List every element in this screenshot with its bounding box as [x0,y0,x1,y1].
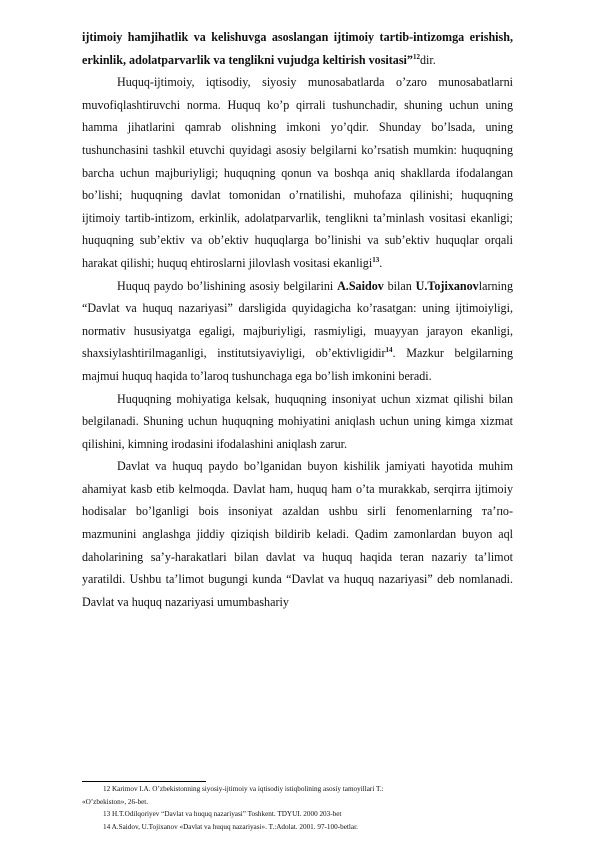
paragraph-3 [82,275,513,388]
paragraph-4: Huquqning mohiyatiga kelsak, huquqning insoniyat uchun xizmat qilishi bilan belgilanadi. Shuning uchun huquqning mohiyatini aniqlash uchun uning kimga xizmat qilishini, kimning irodasini ifodalashini aniqlash zarur. [82,391,513,451]
paragraph-3-part3: larning “Davlat va huquq nazariyasi” darsligida quyidagicha ko’rasatgan: uning ijtimoiyligi, normativ hususiyatga egaligi, majburiyligi, rasmiyligi, muayyan jarayon ekanligi, shaxsiylashtirilmaganligi, institutsiyaviyligi, ob’ektivligidir [82,278,513,361]
paragraph-3-part2: bilan [383,278,416,293]
footnote-ref-13[interactable]: 13 [372,255,380,264]
footnote-ref-12[interactable]: 12 [412,52,420,61]
paragraph-1-tail: dir. [419,52,436,67]
paragraph-1 [82,26,513,71]
footnote-13: 13 H.T.Odilqoriyev “Davlat va huquq nazariyasi” Toshkent. TDYUI. 2000 203-bet [103,810,342,819]
footnote-14: 14 A.Saidov, U.Tojixanov «Davlat va huquq nazariyasi». T.:Adolat. 2001. 97-100-betlar. [103,822,358,831]
paragraph-2-tail: . [379,255,383,270]
footnote-separator [82,781,206,782]
paragraph-2 [82,71,513,274]
footnotes [82,783,513,833]
footnote-12-line-1: 12 Karimov I.A. O’zbekistonning siyosiy-ijtimoiy va iqtisodiy istiqbolining asosiy tamoyillari T.: [103,785,384,793]
footnote-ref-14[interactable]: 14 [385,346,393,355]
paragraph-3-part1: Huquq paydo bo’lishining asosiy belgilarini [117,278,338,293]
paragraph-2-text: Huquq-ijtimoiy, iqtisodiy, siyosiy munosabatlarda o’zaro munosabatlarni muvofiqlashtiruvchi norma. Huquq ko’p qirrali tushunchadir, shuning uchun uning hamma jihatlarini qamrab olishning imkoni yo’qdir. Shunday bo’lsada, uning tushunchasini tashkil etuvchi quyidagi asosiy belgilarni ko’rsatish mumkin: huquqning barcha uchun majburiyligi; huquqning qonun va boshqa aniq shakllarda ifodalangan bo’lishi; huquqning davlat tomonidan o’rnatilishi, muhofaza qilinishi; huquqning ijtimoiy tartib-intizom, erkinlik, adolatparvarlik, tenglikni ta’minlash vositasi ekanligi; huquqning sub’ektiv va ob’ektiv huquqlarga bo’linishi va sub’ektiv huquqlar orqali harakat qilishi; huquq ehtiroslarni jilovlash vositasi ekanligi [82,75,513,270]
footnote-12-line-2: «O’zbekiston», 26-bet. [82,797,149,806]
author-tojixanov: U.Tojixanov [415,278,479,293]
body-text [82,26,513,613]
bold-definition: ijtimoiy hamjihatlik va kelishuvga asoslangan ijtimoiy tartib-intizomga erishish, erkinlik, adolatparvarlik va tenglikni vujudga keltirish vositasi” [82,30,513,67]
paragraph-3-part4: . Mazkur belgilarning majmui huquq haqida to’laroq tushunchaga ega bo’lish imkonini beradi. [82,346,513,383]
author-saidov: A.Saidov [337,278,384,293]
paragraph-5: Davlat va huquq paydo bo’lganidan buyon kishilik jamiyati hayotida muhim ahamiyat kasb etib kelmoqda. Davlat ham, huquq ham o’ta murakkab, serqirra ijtimoiy hodisalar bo’lganligi bois insoniyat azaldan ushbu sirli fenomenlarning тa’пo-mazmunini anglashga jiddiy qiziqish bildirib keladi. Qadim zamonlardan buyon aql daholarining sa’y-harakatlari bilan davlat va huquq haqida teran nazariy ta’limot yaratildi. Ushbu ta’limot bugungi kunda “Davlat va huquq nazariyasi” deb nomlanadi. Davlat va huquq nazariyasi umumbashariy [82,459,513,609]
